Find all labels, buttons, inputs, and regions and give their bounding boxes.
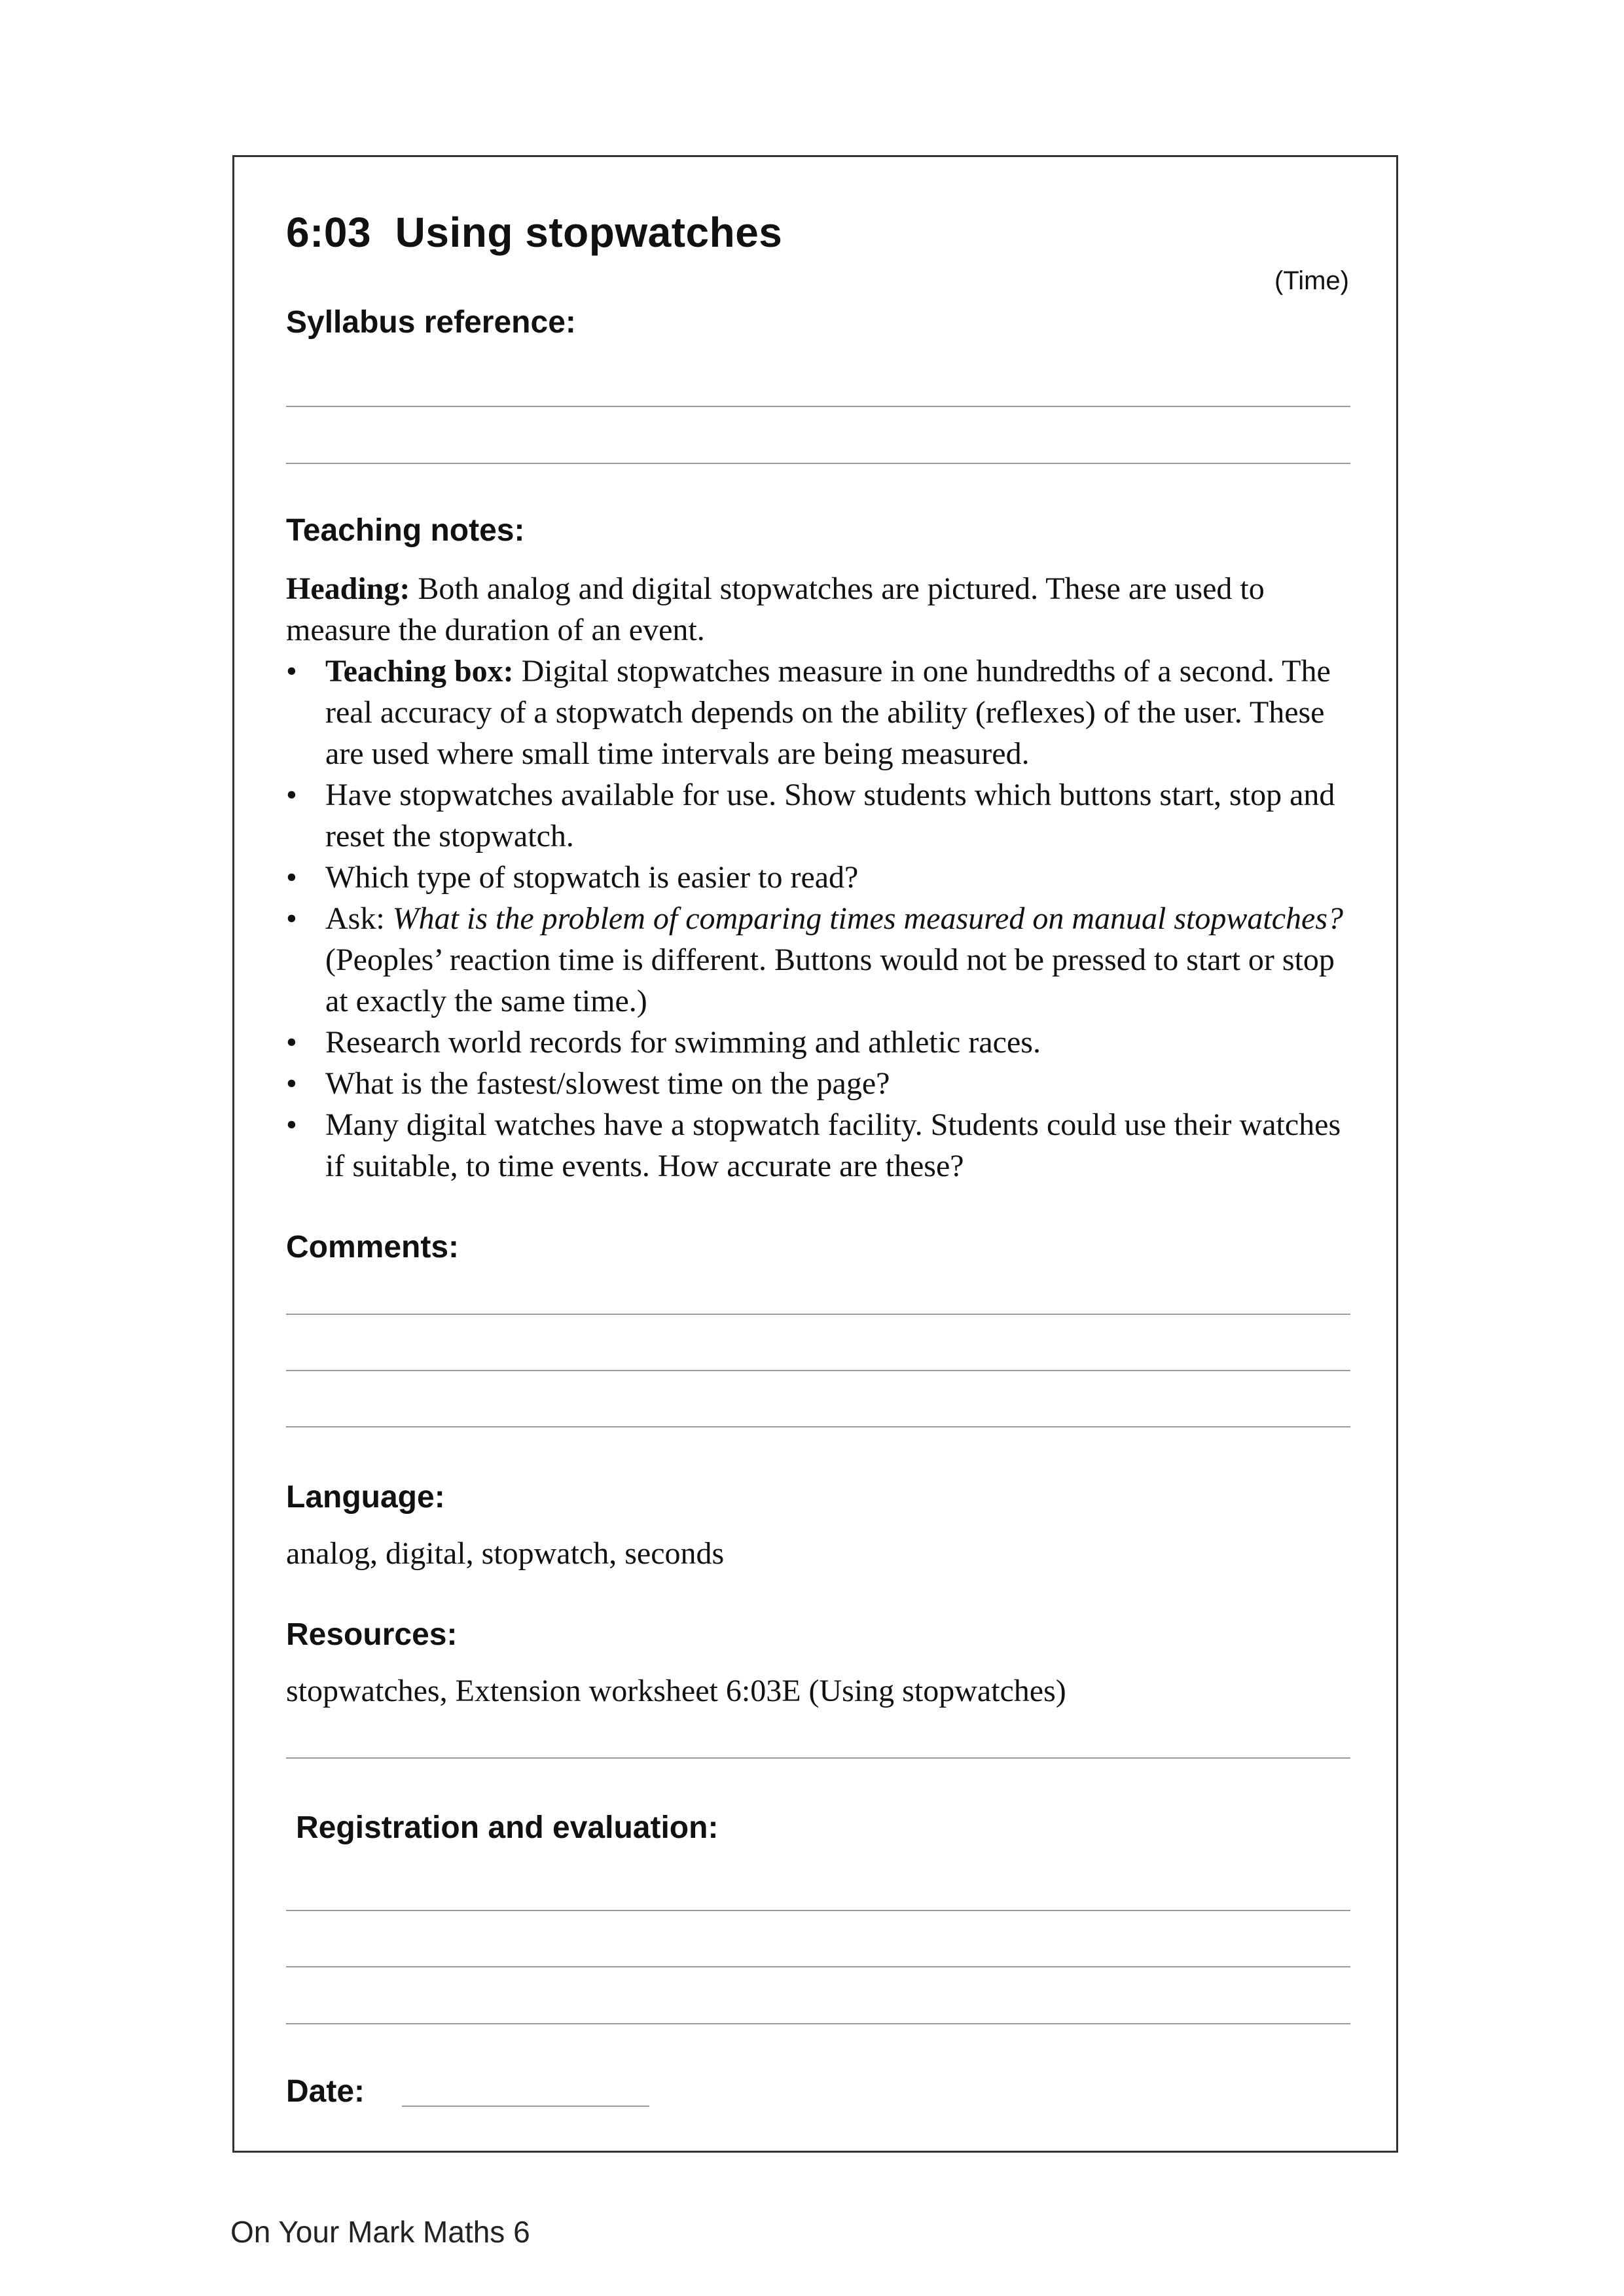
- bullet-icon: •: [286, 860, 297, 895]
- registration-line-3: [286, 2023, 1350, 2024]
- language-text: analog, digital, stopwatch, seconds: [286, 1536, 725, 1571]
- page-title: 6:03 Using stopwatches: [286, 209, 783, 256]
- page-footer: On Your Mark Maths 6: [230, 2215, 530, 2249]
- comments-line-1: [286, 1314, 1350, 1315]
- notes-item: • Ask: What is the problem of comparing times measured on manual stopwatches? (Peoples’ reaction time is different. Buttons would not be pressed to start or stop at exactly the same time.): [286, 898, 1350, 1022]
- syllabus-line-1: [286, 406, 1350, 407]
- comments-line-3: [286, 1426, 1350, 1427]
- comments-heading: Comments:: [286, 1230, 460, 1265]
- notes-intro: Heading: Both analog and digital stopwatches are pictured. These are used to measure the duration of an event.: [286, 571, 1265, 647]
- notes-item: • What is the fastest/slowest time on the page?: [286, 1063, 1350, 1104]
- notes-item: • Which type of stopwatch is easier to read?: [286, 857, 1350, 898]
- bullet-icon: •: [286, 654, 297, 689]
- bullet-icon: •: [286, 778, 297, 812]
- bullet-icon: •: [286, 1107, 297, 1142]
- registration-line-2: [286, 1966, 1350, 1967]
- notes-item: • Research world records for swimming and athletic races.: [286, 1022, 1350, 1063]
- registration-line-1: [286, 1910, 1350, 1911]
- resources-text: stopwatches, Extension worksheet 6:03E (Using stopwatches): [286, 1674, 1066, 1708]
- date-field[interactable]: [402, 2106, 649, 2107]
- notes-item: • Have stopwatches available for use. Show students which buttons start, stop and reset the stopwatch.: [286, 774, 1350, 857]
- syllabus-line-2: [286, 463, 1350, 464]
- teaching-notes-heading: Teaching notes:: [286, 513, 525, 548]
- resources-heading: Resources:: [286, 1617, 458, 1652]
- teaching-notes: [286, 568, 1350, 1187]
- syllabus-heading: Syllabus reference:: [286, 305, 576, 340]
- notes-item: • Many digital watches have a stopwatch facility. Students could use their watches if suitable, to time events. How accurate are these?: [286, 1104, 1350, 1187]
- date-label: Date:: [286, 2074, 365, 2109]
- registration-heading: Registration and evaluation:: [296, 1810, 719, 1845]
- resources-line: [286, 1757, 1350, 1759]
- bullet-icon: •: [286, 1066, 297, 1101]
- bullet-icon: •: [286, 1025, 297, 1060]
- topic-tag: (Time): [1274, 266, 1349, 295]
- notes-item: • Teaching box: Digital stopwatches measure in one hundredths of a second. The real accuracy of a stopwatch depends on the ability (reflexes) of the user. These are used where small time intervals are being measured.: [286, 651, 1350, 774]
- notes-list: [286, 651, 1350, 1187]
- comments-line-2: [286, 1370, 1350, 1371]
- bullet-icon: •: [286, 901, 297, 936]
- language-heading: Language:: [286, 1480, 445, 1515]
